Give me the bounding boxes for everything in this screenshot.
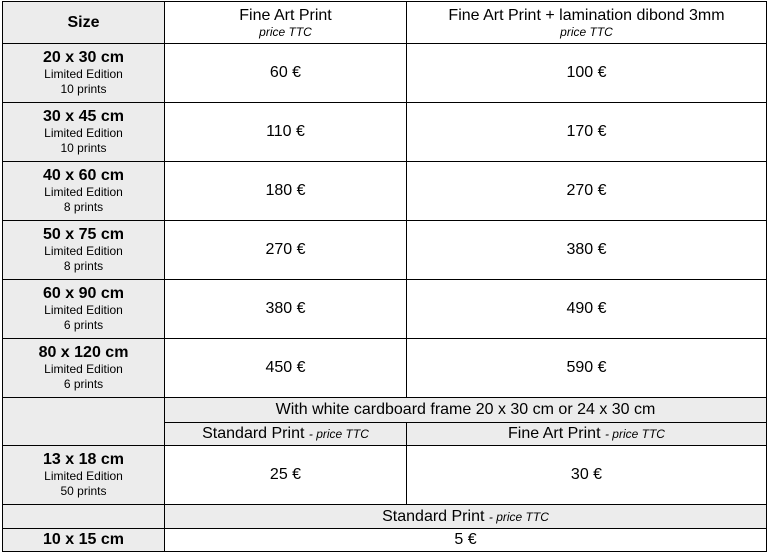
edition-label: Limited Edition [44, 469, 123, 483]
edition-label: Limited Edition [44, 303, 123, 317]
standard-section-title-row [3, 505, 767, 529]
size-cell [3, 446, 165, 505]
header-col2-cell [407, 2, 767, 44]
price-dibond: 590 € [407, 339, 767, 398]
header-col1-cell [165, 2, 407, 44]
size-label: 60 x 90 cm [43, 285, 124, 302]
table-row [3, 280, 767, 339]
table-row [3, 529, 767, 552]
table-row [3, 162, 767, 221]
price-fine-art: 380 € [165, 280, 407, 339]
prints-label: 10 prints [60, 82, 107, 96]
frame-col1-label: Standard Print [202, 425, 305, 442]
standard-section-title [165, 505, 767, 529]
prints-label: 10 prints [60, 141, 107, 155]
price-table [2, 1, 767, 552]
header-size-cell [3, 2, 165, 44]
frame-col2-label: Fine Art Print [508, 425, 601, 442]
standard-section-empty-cell [3, 505, 165, 529]
table-row [3, 446, 767, 505]
frame-section-title-row [3, 398, 767, 423]
size-label: 13 x 18 cm [43, 451, 124, 468]
size-label: 80 x 120 cm [38, 344, 129, 361]
header-size-label: Size [67, 13, 100, 31]
header-col1-sub: price TTC [259, 25, 312, 39]
edition-label: Limited Edition [44, 362, 123, 376]
edition-label: Limited Edition [44, 67, 123, 81]
header-col2-title: Fine Art Print + lamination dibond 3mm [448, 7, 725, 24]
price-standard-print: 25 € [165, 446, 407, 505]
frame-section-title [165, 398, 767, 423]
price-dibond: 380 € [407, 221, 767, 280]
price-dibond: 100 € [407, 44, 767, 103]
price-dibond: 490 € [407, 280, 767, 339]
size-cell [3, 221, 165, 280]
size-label: 40 x 60 cm [43, 167, 124, 184]
edition-label: Limited Edition [44, 244, 123, 258]
table-row [3, 339, 767, 398]
prints-label: 8 prints [63, 259, 104, 273]
header-col2-sub: price TTC [560, 25, 613, 39]
table-row [3, 44, 767, 103]
size-label: 30 x 45 cm [43, 108, 124, 125]
frame-section-empty-cell [3, 398, 165, 446]
edition-label: Limited Edition [44, 126, 123, 140]
header-col1-title: Fine Art Print [239, 7, 332, 24]
table-row [3, 221, 767, 280]
price-fine-art: 450 € [165, 339, 407, 398]
price-fine-art-framed: 30 € [407, 446, 767, 505]
price-fine-art: 270 € [165, 221, 407, 280]
size-cell [3, 162, 165, 221]
prints-label: 8 prints [63, 200, 104, 214]
frame-col1-header [165, 423, 407, 446]
price-fine-art: 180 € [165, 162, 407, 221]
price-fine-art: 110 € [165, 103, 407, 162]
price-standard-small: 5 € [165, 529, 767, 552]
edition-label: Limited Edition [44, 185, 123, 199]
price-dibond: 270 € [407, 162, 767, 221]
price-fine-art: 60 € [165, 44, 407, 103]
size-cell [3, 44, 165, 103]
size-cell [3, 529, 165, 552]
prints-label: 6 prints [63, 318, 104, 332]
prints-label: 50 prints [60, 484, 107, 498]
standard-section-title-text: Standard Print [382, 507, 485, 525]
prints-label: 6 prints [63, 377, 104, 391]
size-label: 10 x 15 cm [43, 531, 124, 548]
frame-col2-header [407, 423, 767, 446]
size-cell [3, 103, 165, 162]
size-label: 20 x 30 cm [43, 49, 124, 66]
price-dibond: 170 € [407, 103, 767, 162]
frame-col1-sub: - price TTC [308, 427, 369, 441]
size-label: 50 x 75 cm [43, 226, 124, 243]
size-cell [3, 339, 165, 398]
size-cell [3, 280, 165, 339]
standard-section-title-sub: - price TTC [488, 509, 549, 524]
table-row [3, 103, 767, 162]
frame-col2-sub: - price TTC [604, 427, 665, 441]
frame-section-title-text: With white cardboard frame 20 x 30 cm or 24 x 30 cm [275, 401, 656, 418]
header-row [3, 2, 767, 44]
